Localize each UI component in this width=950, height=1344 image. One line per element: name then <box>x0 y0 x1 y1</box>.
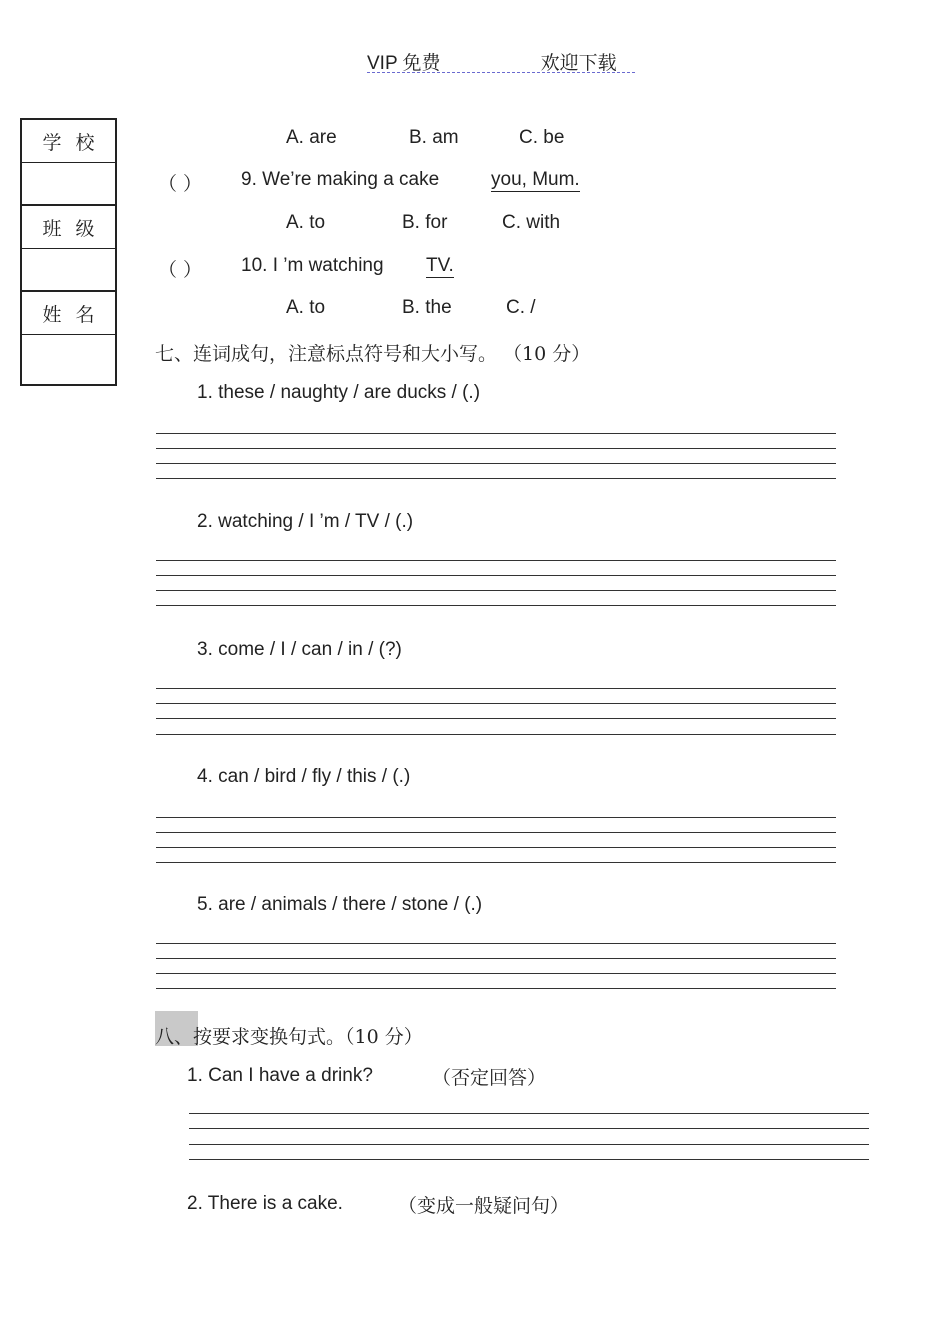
s7-item-4-line-4[interactable] <box>156 862 836 863</box>
q9-answer-paren[interactable]: （ ） <box>158 173 203 195</box>
q10-option-b: B. the <box>402 297 452 318</box>
s7-item-3-line-2[interactable] <box>156 703 836 704</box>
s7-item-1-line-3[interactable] <box>156 463 836 464</box>
s7-item-5: 5. are / animals / there / stone / (.) <box>197 894 483 915</box>
s7-item-5-line-4[interactable] <box>156 988 836 989</box>
q8-option-a: A. are <box>286 127 337 148</box>
q9-option-b: B. for <box>402 212 448 233</box>
s7-item-4-line-1[interactable] <box>156 817 836 818</box>
s7-item-1-line-1[interactable] <box>156 433 836 434</box>
page-header <box>367 48 617 75</box>
school-label: 学校 <box>22 120 115 163</box>
q9-option-c: C. with <box>502 212 561 233</box>
header-dashed-underline <box>367 72 635 73</box>
q10-blank <box>426 255 454 278</box>
s7-item-1: 1. these / naughty / are ducks / (.) <box>197 382 481 403</box>
q8-option-c: C. be <box>519 127 565 148</box>
s8-item-1: 1. Can I have a drink? <box>187 1065 373 1086</box>
q10-option-c: C. / <box>506 297 536 318</box>
s7-item-1-line-2[interactable] <box>156 448 836 449</box>
student-info-box <box>20 118 117 386</box>
s7-item-3-line-1[interactable] <box>156 688 836 689</box>
s7-item-3: 3. come / I / can / in / (?) <box>197 639 402 660</box>
class-field[interactable] <box>22 249 115 292</box>
name-label: 姓名 <box>22 292 115 335</box>
s7-item-5-line-2[interactable] <box>156 958 836 959</box>
school-field[interactable] <box>22 163 115 206</box>
s7-item-3-line-4[interactable] <box>156 734 836 735</box>
s7-item-2-line-4[interactable] <box>156 605 836 606</box>
class-label: 班级 <box>22 206 115 249</box>
section7-title: 七、连词成句，注意标点符号和大小写。 （10 分） <box>155 343 591 365</box>
q9-blank <box>491 169 580 192</box>
s7-item-1-line-4[interactable] <box>156 478 836 479</box>
s7-item-2: 2. watching / I ’m / TV / (.) <box>197 511 414 532</box>
q8-option-b: B. am <box>409 127 459 148</box>
header-download: 欢迎下载 <box>540 53 617 74</box>
q10-answer-paren[interactable]: （ ） <box>158 259 203 281</box>
s7-item-4: 4. can / bird / fly / this / (.) <box>197 766 411 787</box>
s7-item-4-line-2[interactable] <box>156 832 836 833</box>
s8-item-1-line-2[interactable] <box>189 1128 869 1129</box>
q9-blank-text: you, Mum. <box>491 169 580 190</box>
s7-item-2-line-2[interactable] <box>156 575 836 576</box>
s8-item-1-line-1[interactable] <box>189 1113 869 1114</box>
s8-item-1-note: （否定回答） <box>432 1067 547 1089</box>
q10-blank-text: TV. <box>426 255 454 276</box>
q10-option-a: A. to <box>286 297 326 318</box>
s8-item-2: 2. There is a cake. <box>187 1193 343 1214</box>
section8-title: 八、按要求变换句式。（10 分） <box>155 1026 423 1048</box>
name-field[interactable] <box>22 335 115 378</box>
s7-item-2-line-3[interactable] <box>156 590 836 591</box>
header-vip: VIP 免费 <box>367 53 441 74</box>
s7-item-4-line-3[interactable] <box>156 847 836 848</box>
s7-item-5-line-3[interactable] <box>156 973 836 974</box>
q9-text: 9. We’re making a cake <box>241 169 440 190</box>
s8-item-2-note: （变成一般疑问句） <box>398 1195 570 1217</box>
q10-text: 10. I ’m watching <box>241 255 384 276</box>
s8-item-1-line-4[interactable] <box>189 1159 869 1160</box>
s7-item-2-line-1[interactable] <box>156 560 836 561</box>
s7-item-3-line-3[interactable] <box>156 718 836 719</box>
s7-item-5-line-1[interactable] <box>156 943 836 944</box>
s8-item-1-line-3[interactable] <box>189 1144 869 1145</box>
q9-option-a: A. to <box>286 212 326 233</box>
